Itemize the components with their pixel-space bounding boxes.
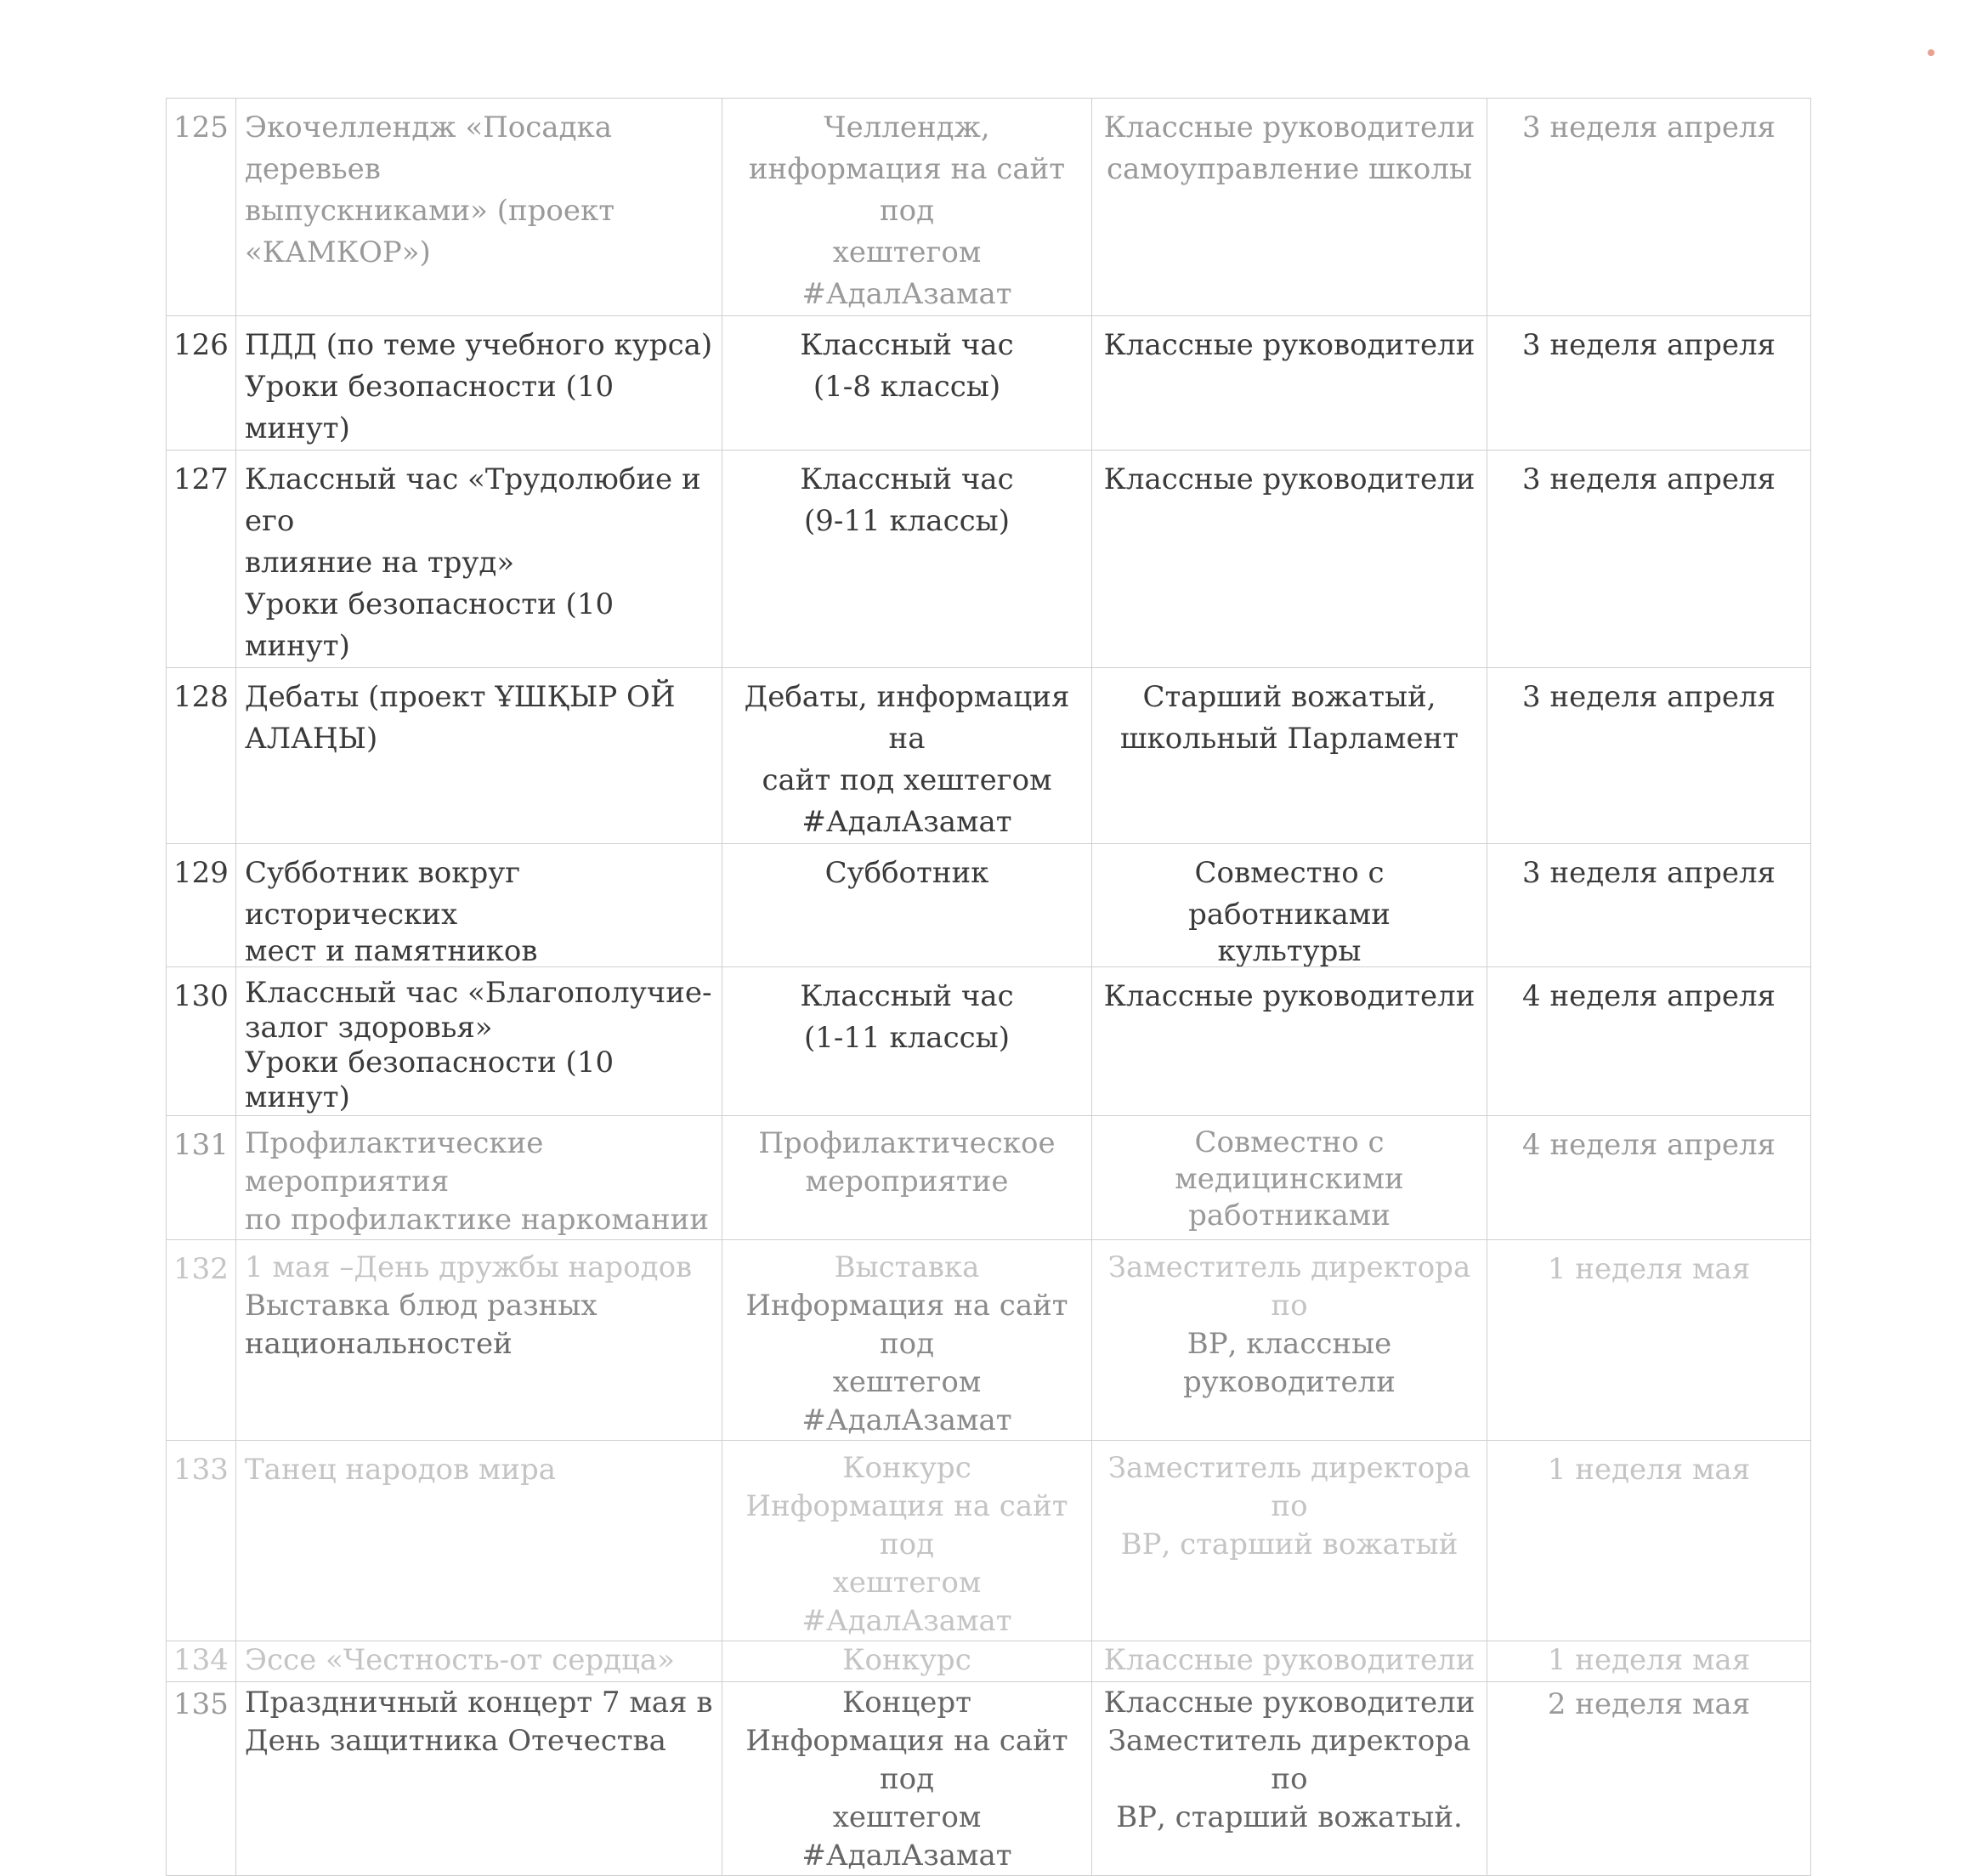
event-title bbox=[236, 1682, 722, 1876]
event-date: 3 неделя апреля bbox=[1487, 844, 1811, 967]
event-line: выпускниками» (проект bbox=[245, 194, 615, 228]
responsible bbox=[1092, 1116, 1487, 1240]
responsible-line: Классные руководители bbox=[1103, 328, 1475, 362]
responsible-line: Совместно с bbox=[1194, 1125, 1385, 1159]
event-form bbox=[722, 99, 1092, 316]
form-line: Концерт bbox=[841, 1686, 971, 1720]
event-line: ПДД (по теме учебного курса) bbox=[245, 328, 713, 362]
event-title bbox=[236, 316, 722, 451]
responsible bbox=[1092, 316, 1487, 451]
row-number: 132 bbox=[167, 1240, 236, 1441]
responsible-line: Классные руководители bbox=[1103, 462, 1475, 496]
event-line: мест и памятников bbox=[245, 934, 538, 967]
event-date: 4 неделя апреля bbox=[1487, 967, 1811, 1116]
event-line: Субботник вокруг исторических bbox=[245, 856, 521, 932]
row-number: 126 bbox=[167, 316, 236, 451]
event-date: 1 неделя мая bbox=[1487, 1641, 1811, 1682]
responsible-line: Заместитель директора по bbox=[1107, 1451, 1471, 1523]
form-line: Конкурс bbox=[842, 1451, 971, 1485]
event-title bbox=[236, 967, 722, 1116]
row-number: 134 bbox=[167, 1641, 236, 1682]
event-line: «КАМКОР») bbox=[245, 235, 431, 269]
responsible bbox=[1092, 1240, 1487, 1441]
responsible bbox=[1092, 99, 1487, 316]
event-line: Экочеллендж «Посадка деревьев bbox=[245, 111, 613, 186]
event-line: Танец народов мира bbox=[245, 1453, 557, 1487]
event-line: Уроки безопасности (10 минут) bbox=[245, 1046, 615, 1114]
form-line: (1-11 классы) bbox=[804, 1021, 1010, 1055]
form-line: (1-8 классы) bbox=[813, 370, 1001, 404]
responsible-line: Классные руководители bbox=[1103, 111, 1475, 145]
form-line: сайт под хештегом bbox=[762, 763, 1052, 797]
row-number: 129 bbox=[167, 844, 236, 967]
table-row bbox=[167, 1116, 1811, 1240]
form-line: Субботник bbox=[824, 856, 989, 890]
table-row bbox=[167, 967, 1811, 1116]
responsible-line: культуры bbox=[1217, 934, 1362, 967]
row-number: 135 bbox=[167, 1682, 236, 1876]
form-line: информация на сайт под bbox=[748, 152, 1066, 228]
responsible-line: самоуправление школы bbox=[1106, 152, 1473, 186]
form-line: Классный час bbox=[800, 979, 1014, 1013]
responsible bbox=[1092, 668, 1487, 844]
table-row bbox=[167, 844, 1811, 967]
event-line: Классный час «Трудолюбие и его bbox=[245, 462, 701, 538]
event-line: АЛАҢЫ) bbox=[245, 722, 378, 756]
event-line: Профилактические мероприятия bbox=[245, 1126, 544, 1199]
responsible-line: Классные руководители bbox=[1103, 1686, 1475, 1720]
form-line: Информация на сайт под bbox=[745, 1289, 1068, 1361]
event-line: национальностей bbox=[245, 1327, 513, 1361]
row-number: 133 bbox=[167, 1441, 236, 1641]
event-line: по профилактике наркомании bbox=[245, 1203, 709, 1237]
form-line: хештегом #АдалАзамат bbox=[801, 1365, 1012, 1437]
table-row bbox=[167, 1641, 1811, 1682]
form-line: Дебаты, информация на bbox=[744, 680, 1070, 756]
table-row bbox=[167, 668, 1811, 844]
event-title bbox=[236, 1641, 722, 1682]
responsible bbox=[1092, 844, 1487, 967]
event-date: 3 неделя апреля bbox=[1487, 451, 1811, 668]
event-date: 3 неделя апреля bbox=[1487, 316, 1811, 451]
event-date: 1 неделя мая bbox=[1487, 1240, 1811, 1441]
row-number: 127 bbox=[167, 451, 236, 668]
event-title bbox=[236, 844, 722, 967]
event-line: 1 мая –День дружбы народов bbox=[245, 1250, 693, 1284]
responsible bbox=[1092, 1641, 1487, 1682]
responsible-line: работниками bbox=[1188, 1199, 1390, 1233]
responsible-line: медицинскими bbox=[1175, 1162, 1404, 1196]
event-form bbox=[722, 1240, 1092, 1441]
row-number: 131 bbox=[167, 1116, 236, 1240]
event-form bbox=[722, 844, 1092, 967]
responsible-line: Старший вожатый, bbox=[1142, 680, 1436, 714]
form-line: Информация на сайт под bbox=[745, 1489, 1068, 1561]
responsible bbox=[1092, 967, 1487, 1116]
event-form bbox=[722, 668, 1092, 844]
row-number: 125 bbox=[167, 99, 236, 316]
responsible-line: ВР, старший вожатый. bbox=[1116, 1800, 1463, 1834]
event-line: Праздничный концерт 7 мая в bbox=[245, 1686, 713, 1720]
table-row bbox=[167, 316, 1811, 451]
event-line: Дебаты (проект ҰШҚЫР ОЙ bbox=[245, 680, 676, 714]
responsible-line: Заместитель директора по bbox=[1107, 1724, 1471, 1796]
event-form bbox=[722, 1641, 1092, 1682]
event-date: 4 неделя апреля bbox=[1487, 1116, 1811, 1240]
form-line: хештегом #АдалАзамат bbox=[801, 1566, 1012, 1638]
event-form bbox=[722, 1682, 1092, 1876]
row-number: 128 bbox=[167, 668, 236, 844]
table-row bbox=[167, 1240, 1811, 1441]
form-line: хештегом #АдалАзамат bbox=[801, 235, 1012, 311]
responsible bbox=[1092, 451, 1487, 668]
event-line: Выставка блюд разных bbox=[245, 1289, 598, 1323]
responsible-line: Классные руководители bbox=[1103, 1643, 1475, 1677]
event-title bbox=[236, 1441, 722, 1641]
event-form bbox=[722, 1441, 1092, 1641]
form-line: Классный час bbox=[800, 462, 1014, 496]
event-date: 1 неделя мая bbox=[1487, 1441, 1811, 1641]
responsible bbox=[1092, 1682, 1487, 1876]
form-line: Челлендж, bbox=[824, 111, 990, 145]
event-line: Классный час «Благополучие- bbox=[245, 976, 712, 1010]
event-line: влияние на труд» bbox=[245, 546, 515, 580]
event-line: Уроки безопасности (10 минут) bbox=[245, 370, 615, 445]
event-line: залог здоровья» bbox=[245, 1011, 493, 1045]
event-title bbox=[236, 99, 722, 316]
corner-mark bbox=[1928, 49, 1934, 56]
event-date: 3 неделя апреля bbox=[1487, 668, 1811, 844]
form-line: Классный час bbox=[800, 328, 1014, 362]
event-title bbox=[236, 1116, 722, 1240]
event-line: Эссе «Честность-от сердца» bbox=[245, 1643, 675, 1677]
responsible-line: Заместитель директора по bbox=[1107, 1250, 1471, 1323]
event-form bbox=[722, 1116, 1092, 1240]
responsible-line: школьный Парламент bbox=[1119, 722, 1459, 756]
event-form bbox=[722, 451, 1092, 668]
table-row bbox=[167, 451, 1811, 668]
form-line: Информация на сайт под bbox=[745, 1724, 1068, 1796]
event-form bbox=[722, 967, 1092, 1116]
responsible bbox=[1092, 1441, 1487, 1641]
form-line: Профилактическое bbox=[758, 1126, 1056, 1160]
form-line: хештегом #АдалАзамат bbox=[801, 1800, 1012, 1873]
responsible-line: Классные руководители bbox=[1103, 979, 1475, 1013]
responsible-line: ВР, старший вожатый bbox=[1120, 1527, 1458, 1561]
responsible-line: ВР, классные bbox=[1187, 1327, 1392, 1361]
form-line: Выставка bbox=[834, 1250, 980, 1284]
event-line: День защитника Отечества bbox=[245, 1724, 666, 1758]
event-date: 3 неделя апреля bbox=[1487, 99, 1811, 316]
row-number: 130 bbox=[167, 967, 236, 1116]
event-date: 2 неделя мая bbox=[1487, 1682, 1811, 1876]
table-row bbox=[167, 1441, 1811, 1641]
table-row bbox=[167, 99, 1811, 316]
responsible-line: Совместно с работниками bbox=[1188, 856, 1390, 932]
form-line: #АдалАзамат bbox=[801, 805, 1012, 839]
form-line: Конкурс bbox=[842, 1643, 971, 1677]
responsible-line: руководители bbox=[1183, 1365, 1396, 1399]
form-line: мероприятие bbox=[805, 1165, 1009, 1199]
event-form bbox=[722, 316, 1092, 451]
table-row bbox=[167, 1682, 1811, 1876]
event-title bbox=[236, 451, 722, 668]
event-title bbox=[236, 1240, 722, 1441]
form-line: (9-11 классы) bbox=[804, 504, 1010, 538]
events-table bbox=[166, 98, 1811, 1876]
event-title bbox=[236, 668, 722, 844]
event-line: Уроки безопасности (10 минут) bbox=[245, 587, 615, 663]
